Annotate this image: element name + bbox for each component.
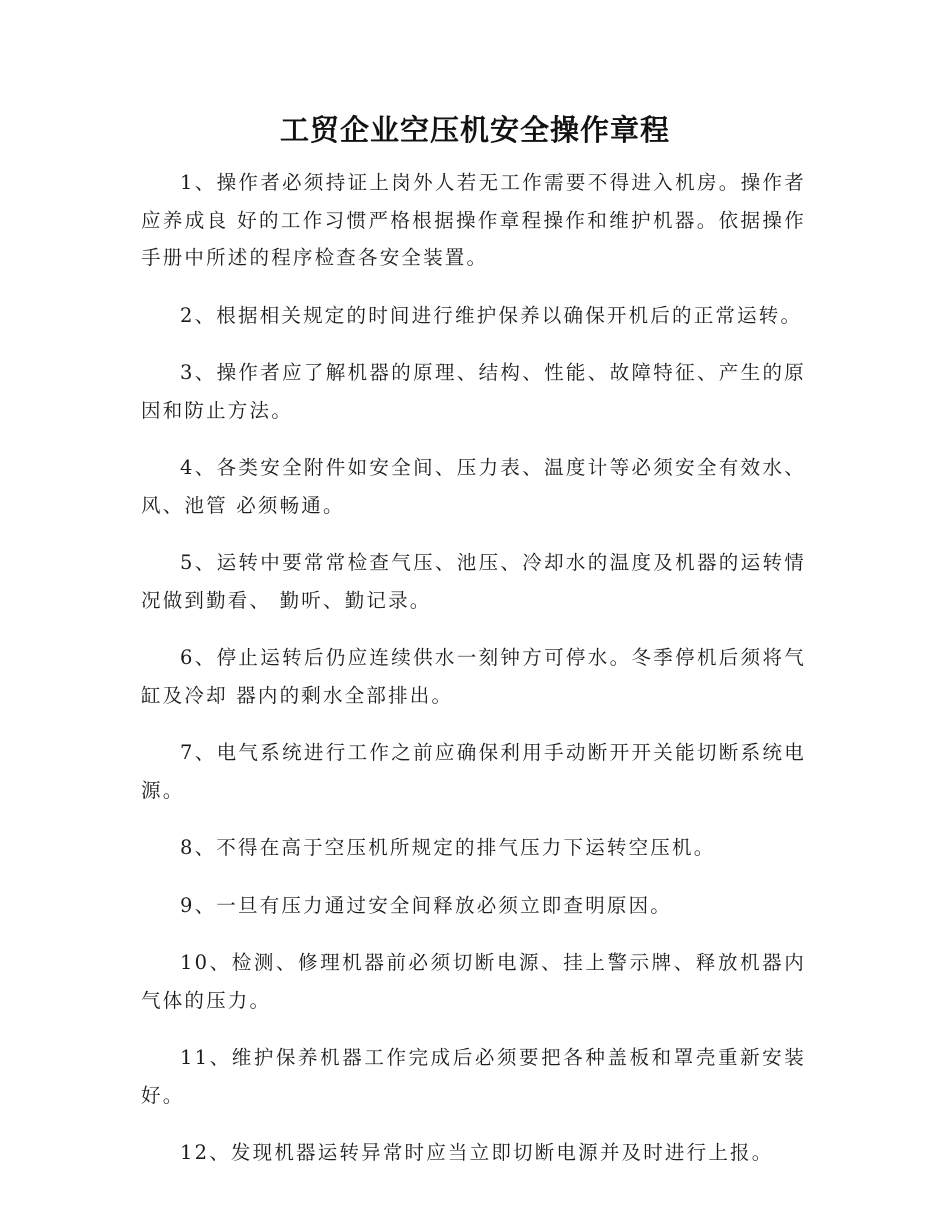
paragraph-2: 2、根据相关规定的时间进行维护保养以确保开机后的正常运转。: [180, 303, 803, 327]
paragraph-10: 10、检测、修理机器前必须切断电源、挂上警示牌、释放机器内气体的压力。: [141, 951, 806, 1012]
paragraph-3: 3、操作者应了解机器的原理、结构、性能、故障特征、产生的原因和防止方法。: [141, 361, 806, 422]
paragraph-8: 8、不得在高于空压机所规定的排气压力下运转空压机。: [180, 836, 716, 859]
paragraph-12: 12、发现机器运转异常时应当立即切断电源并及时进行上报。: [180, 1141, 774, 1164]
paragraph-7: 7、电气系统进行工作之前应确保利用手动断开开关能切断系统电源。: [141, 741, 806, 802]
document-body: [141, 164, 806, 1192]
paragraph-6: 6、停止运转后仍应连续供水一刻钟方可停水。冬季停机后须将气缸及冷却 器内的剩水全部排出。: [141, 646, 806, 707]
page-title: 工贸企业空压机安全操作章程: [279, 113, 670, 147]
paragraph-1: 1、操作者必须持证上岗外人若无工作需要不得进入机房。操作者应养成良 好的工作习惯严格根据操作章程操作和维护机器。依据操作手册中所述的程序检查各安全装置。: [141, 171, 806, 269]
paragraph-9: 9、一旦有压力通过安全间释放必须立即查明原因。: [180, 893, 673, 917]
paragraph-11: 11、维护保养机器工作完成后必须要把各种盖板和罩壳重新安装好。: [141, 1046, 806, 1107]
paragraph-4: 4、各类安全附件如安全间、压力表、温度计等必须安全有效水、风、池管 必须畅通。: [141, 456, 806, 517]
paragraph-5: 5、运转中要常常检查气压、池压、冷却水的温度及机器的运转情况做到勤看、 勤听、勤记录。: [141, 551, 806, 612]
